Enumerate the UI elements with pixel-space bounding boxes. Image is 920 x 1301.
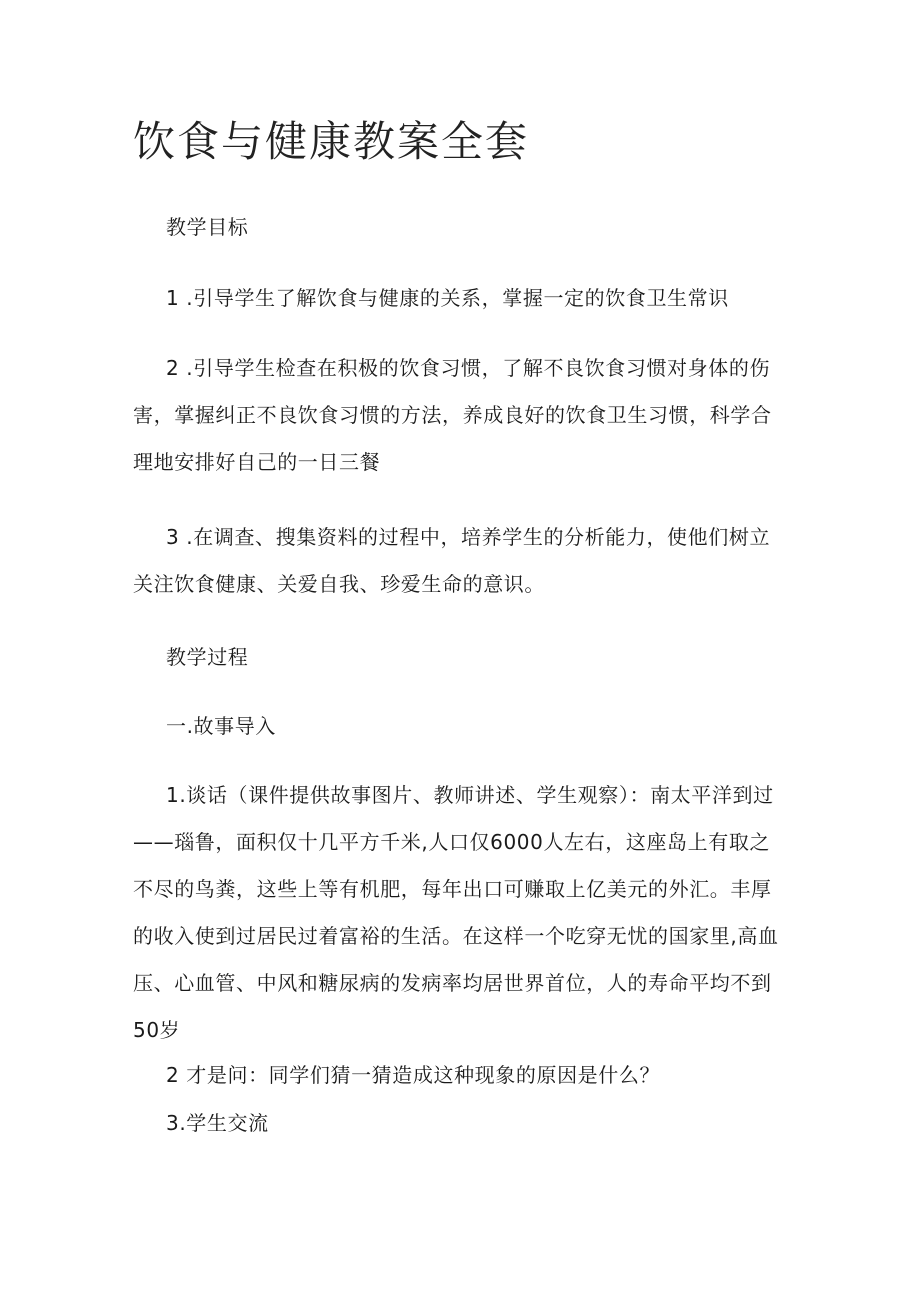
objective-item-1: 1 .引导学生了解饮食与健康的关系，掌握一定的饮食卫生常识 bbox=[166, 286, 729, 310]
document-title: 饮食与健康教案全套 bbox=[133, 117, 530, 166]
objective-item-3: 3 .在调查、搜集资料的过程中，培养学生的分析能力，使他们树立关注饮食健康、关爱自我、珍爱生命的意识。 bbox=[133, 525, 771, 596]
section-story-intro: 一.故事导入 bbox=[166, 714, 276, 738]
story-paragraph: 1.谈话（课件提供故事图片、教师讲述、学生观察）：南太平洋到过——瑙鲁，面积仅十几平方千米,人口仅6000人左右，这座岛上有取之不尽的鸟粪，这些上等有机肥，每年出口可赚取上亿美元的外汇。丰厚的收入使到过居民过着富裕的生活。在这样一个吃穿无忧的国家里,高血压、心血管、中风和糖尿病的发病率均居世界首位，人的寿命平均不到50岁 bbox=[133, 783, 779, 1042]
question-paragraph: 2 才是问：同学们猜一猜造成这种现象的原因是什么？ bbox=[166, 1063, 661, 1087]
student-exchange-paragraph: 3.学生交流 bbox=[166, 1111, 269, 1135]
objectives-heading: 教学目标 bbox=[166, 215, 249, 239]
objective-item-2: 2 .引导学生检查在积极的饮食习惯，了解不良饮食习惯对身体的伤害，掌握纠正不良饮食习惯的方法，养成良好的饮食卫生习惯，科学合理地安排好自己的一日三餐 bbox=[133, 356, 772, 474]
process-heading: 教学过程 bbox=[166, 645, 249, 669]
